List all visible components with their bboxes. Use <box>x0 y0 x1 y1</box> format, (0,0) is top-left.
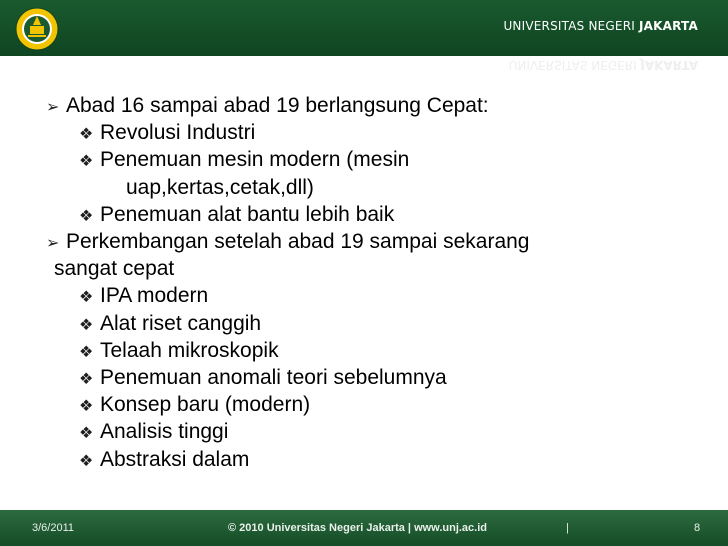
bullet-level2 <box>46 337 706 364</box>
bullet-text: Perkembangan setelah abad 19 sampai sekarang <box>66 230 530 254</box>
bullet-text: sangat cepat <box>54 257 175 281</box>
bullet-text: Abstraksi dalam <box>100 447 250 471</box>
organization-name-regular: UNIVERSITAS NEGERI <box>503 19 640 33</box>
diamond-bullet-icon: ❖ <box>79 452 94 470</box>
diamond-bullet-icon: ❖ <box>79 343 94 361</box>
diamond-bullet-icon: ❖ <box>79 153 94 171</box>
bullet-continuation <box>46 174 706 201</box>
organization-name-bold: JAKARTA <box>639 19 698 33</box>
bullet-level2 <box>46 146 706 173</box>
bullet-text: Abad 16 sampai abad 19 berlangsung Cepat: <box>66 94 489 117</box>
organization-name-reflection <box>509 58 698 72</box>
diamond-bullet-icon: ❖ <box>79 398 94 416</box>
bullet-level1 <box>46 228 706 255</box>
reflection-bold: JAKARTA <box>640 58 698 72</box>
bullet-text: Penemuan anomali teori sebelumnya <box>100 366 447 390</box>
arrow-bullet-icon: ➢ <box>46 235 60 253</box>
bullet-text: Telaah mikroskopik <box>100 338 279 362</box>
bullet-level2 <box>46 418 706 445</box>
bullet-level2 <box>46 119 706 146</box>
arrow-bullet-icon: ➢ <box>46 99 60 116</box>
bullet-level1 <box>46 92 706 119</box>
diamond-bullet-icon: ❖ <box>79 207 94 225</box>
organization-name <box>503 19 698 33</box>
diamond-bullet-icon: ❖ <box>79 289 94 307</box>
page-number: 8 <box>694 522 701 534</box>
diamond-bullet-icon: ❖ <box>79 126 94 144</box>
bullet-level2 <box>46 282 706 309</box>
footer-band <box>0 510 728 546</box>
bullet-text: Penemuan mesin modern (mesin <box>100 148 410 172</box>
bullet-text: Konsep baru (modern) <box>100 393 311 417</box>
bullet-text: Alat riset canggih <box>100 311 262 335</box>
bullet-level2 <box>46 446 706 473</box>
bullet-text: Analisis tinggi <box>100 420 229 444</box>
diamond-bullet-icon: ❖ <box>79 316 94 334</box>
bullet-text: IPA modern <box>100 284 209 308</box>
footer-separator: | <box>566 522 569 534</box>
university-logo <box>14 6 60 52</box>
footer-date: 3/6/2011 <box>32 522 75 534</box>
bullet-level2 <box>46 391 706 418</box>
header-band <box>0 0 728 56</box>
reflection-regular: UNIVERSITAS NEGERI <box>508 58 641 72</box>
diamond-bullet-icon: ❖ <box>79 425 94 443</box>
bullet-level2 <box>46 310 706 337</box>
slide-content <box>46 92 706 473</box>
bullet-text: Penemuan alat bantu lebih baik <box>100 202 395 226</box>
bullet-level2 <box>46 364 706 391</box>
bullet-level2 <box>46 201 706 228</box>
bullet-continuation <box>46 255 706 282</box>
footer-copyright: © 2010 Universitas Negeri Jakarta | www.unj.ac.id <box>228 522 487 534</box>
bullet-text: Revolusi Industri <box>100 121 256 145</box>
diamond-bullet-icon: ❖ <box>79 371 94 389</box>
bullet-text: uap,kertas,cetak,dll) <box>126 175 314 199</box>
